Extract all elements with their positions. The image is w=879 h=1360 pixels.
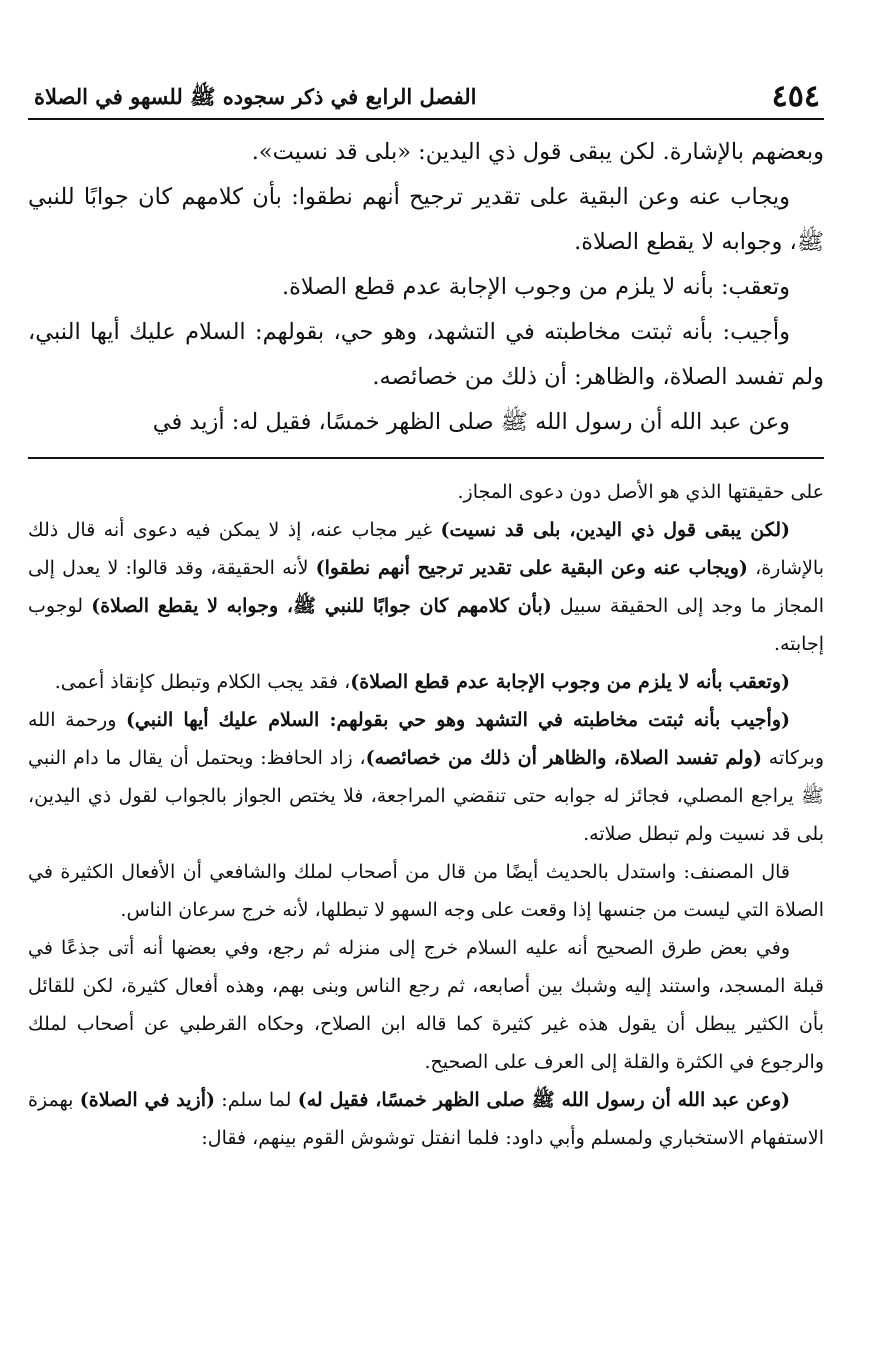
- explanation-text: ، زاد الحافظ: ويحتمل أن يقال ما دام النبي ﷺ يراجع المصلي، فجائز له جوابه حتى تنقضي المراجعة، فلا يختص الجواز بالجواب لقول ذي اليدين، بلى قد نسيت ولم تبطل صلاته.: [28, 747, 824, 845]
- main-paragraph: ويجاب عنه وعن البقية على تقدير ترجيح أنهم نطقوا: بأن كلامهم كان جوابًا للنبي ﷺ، وجوابه لا يقطع الصلاة.: [28, 184, 824, 255]
- quoted-text: (لكن يبقى قول ذي اليدين، بلى قد نسيت): [440, 519, 790, 541]
- explanation-text: لوجوب إجابته.: [28, 595, 824, 655]
- explanation-text: ورحمة الله وبركاته: [28, 709, 825, 769]
- quoted-text: (ويجاب عنه وعن البقية على تقدير ترجيح أنهم نطقوا): [315, 557, 748, 579]
- main-paragraph: وتعقب: بأنه لا يلزم من وجوب الإجابة عدم قطع الصلاة.: [281, 274, 790, 300]
- main-paragraph: وأجيب: بأنه ثبتت مخاطبته في التشهد، وهو حي، بقولهم: السلام عليك أيها النبي، ولم تفسد الصلاة، والظاهر: أن ذلك من خصائصه.: [28, 319, 824, 390]
- quoted-text: (بأن كلامهم كان جوابًا للنبي ﷺ، وجوابه لا يقطع الصلاة): [91, 595, 552, 617]
- commentary-paragraph: وفي بعض طرق الصحيح أنه عليه السلام خرج إلى منزله ثم رجع، وفي بعضها أنه أتى جذعًا في قبلة المسجد، واستند إليه وشبك بين أصابعه، ثم رجع الناس وبنى بهم، وهذه أفعال كثيرة، لكن للقائل بأن الكثير يبطل أن يقول هذه غير كثيرة كما قاله ابن الصلاح، وحكاه القرطبي عن أصحاب لملك والرجوع في الكثرة والقلة إلى العرف على الصحيح.: [28, 937, 824, 1073]
- quoted-text: (أزيد في الصلاة): [79, 1089, 215, 1111]
- section-divider: [28, 457, 824, 459]
- commentary-paragraph: [28, 511, 824, 663]
- explanation-text: ، فقد يجب الكلام وتبطل كإنقاذ أعمى.: [54, 671, 351, 693]
- commentary-paragraph: [28, 701, 824, 853]
- page-number: ٤٥٤: [771, 79, 820, 114]
- explanation-text: لأنه الحقيقة، وقد قالوا: لا يعدل إلى المجاز ما وجد إلى الحقيقة سبيل: [28, 557, 824, 617]
- explanation-text: غير مجاب عنه، إذ لا يمكن فيه دعوى أنه قال ذلك بالإشارة،: [28, 519, 824, 579]
- chapter-title: الفصل الرابع في ذكر سجوده ﷺ للسهو في الصلاة: [34, 84, 477, 109]
- commentary-paragraph: [28, 663, 824, 701]
- main-text: [28, 130, 824, 445]
- commentary-paragraph: [28, 1081, 824, 1157]
- quoted-text: (وعن عبد الله أن رسول الله ﷺ صلى الظهر خمسًا، فقيل له): [297, 1089, 790, 1111]
- explanation-text: بهمزة الاستفهام الاستخباري ولمسلم وأبي داود: فلما انفتل توشوش القوم بينهم، فقال:: [28, 1089, 824, 1149]
- book-page: [28, 78, 824, 1360]
- quoted-text: (وأجيب بأنه ثبتت مخاطبته في التشهد وهو حي بقولهم: السلام عليك أيها النبي): [125, 709, 790, 731]
- main-paragraph: وعن عبد الله أن رسول الله ﷺ صلى الظهر خمسًا، فقيل له: أزيد في: [152, 409, 790, 435]
- commentary: [28, 473, 824, 1157]
- explanation-text: لما سلم:: [215, 1089, 298, 1111]
- main-paragraph: وبعضهم بالإشارة. لكن يبقى قول ذي اليدين: «بلى قد نسيت».: [251, 139, 824, 165]
- quoted-text: (وتعقب بأنه لا يلزم من وجوب الإجابة عدم قطع الصلاة): [350, 671, 790, 693]
- running-header: [28, 78, 824, 120]
- quoted-text: (ولم تفسد الصلاة، والظاهر أن ذلك من خصائصه): [365, 747, 762, 769]
- commentary-paragraph: على حقيقتها الذي هو الأصل دون دعوى المجاز.: [457, 481, 824, 503]
- commentary-paragraph: قال المصنف: واستدل بالحديث أيضًا من قال من أصحاب لملك والشافعي أن الأفعال الكثيرة في الصلاة التي ليست من جنسها إذا وقعت على وجه السهو لا تبطلها، لأنه خرج سرعان الناس.: [28, 861, 824, 921]
